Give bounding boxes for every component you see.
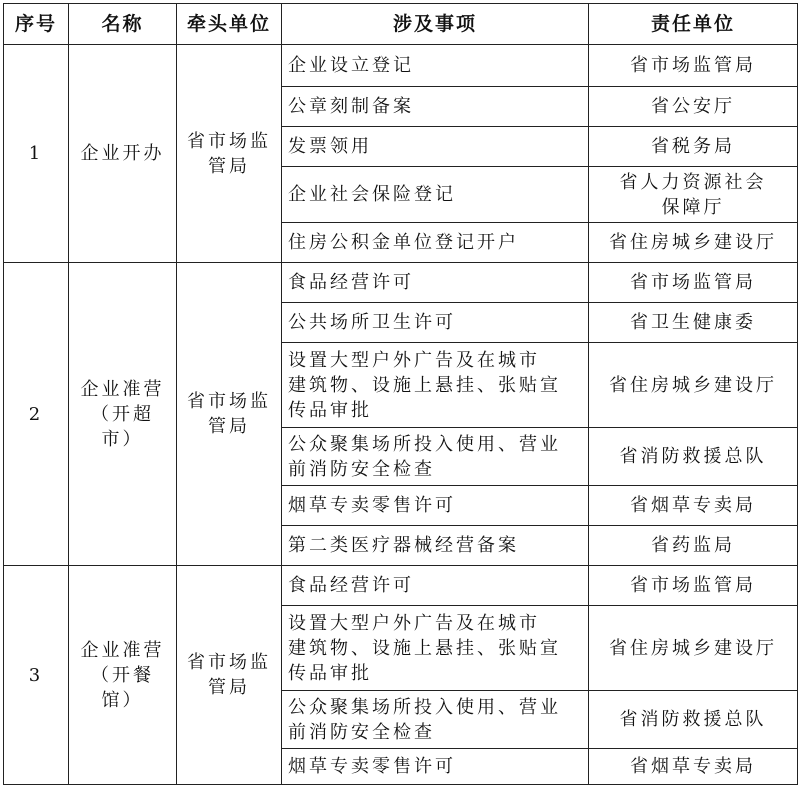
matter-line: 食品经营许可 <box>288 575 414 596</box>
matter-line: 建筑物、设施上悬挂、张贴宣 <box>288 374 561 396</box>
matter-line: 传品审批 <box>288 662 372 684</box>
unit-cell <box>589 45 798 87</box>
lead-unit-cell <box>177 566 282 785</box>
lead-unit-line: 管局 <box>208 677 250 698</box>
unit-cell <box>589 749 798 785</box>
unit-line: 省卫生健康委 <box>630 312 756 333</box>
matter-line: 建筑物、设施上悬挂、张贴宣 <box>288 637 561 659</box>
group-name-line: 企业准营 <box>80 639 165 661</box>
group-name-line: 企业准营 <box>80 378 165 400</box>
unit-cell <box>589 566 798 606</box>
matter-line: 传品审批 <box>288 399 372 421</box>
matter-cell <box>282 167 589 223</box>
header-name: 名称 <box>69 4 177 45</box>
matter-line: 设置大型户外广告及在城市 <box>288 349 540 371</box>
unit-cell <box>589 127 798 167</box>
matter-line: 食品经营许可 <box>288 272 414 293</box>
unit-line: 省烟草专卖局 <box>630 495 756 516</box>
table-row <box>4 263 798 303</box>
unit-line: 省住房城乡建设厅 <box>609 374 777 396</box>
group-name-line: （开餐馆） <box>91 664 154 711</box>
group-index-cell <box>4 45 69 263</box>
header-lead-unit: 牵头单位 <box>177 4 282 45</box>
table-row <box>4 45 798 87</box>
matter-cell <box>282 526 589 566</box>
unit-line: 省住房城乡建设厅 <box>609 637 777 659</box>
unit-line: 省消防救援总队 <box>619 446 767 467</box>
group-name-cell <box>69 263 177 566</box>
matter-cell <box>282 127 589 167</box>
group-index: 1 <box>28 143 44 164</box>
matter-cell <box>282 749 589 785</box>
unit-cell <box>589 303 798 343</box>
lead-unit-line: 管局 <box>208 416 250 437</box>
group-index-cell <box>4 566 69 785</box>
group-name-cell <box>69 566 177 785</box>
matter-line: 住房公积金单位登记开户 <box>288 232 519 253</box>
matter-line: 设置大型户外广告及在城市 <box>288 612 540 634</box>
unit-cell <box>589 526 798 566</box>
unit-cell <box>589 87 798 127</box>
lead-unit-line: 省市场监 <box>187 130 271 152</box>
unit-cell <box>589 263 798 303</box>
unit-cell <box>589 428 798 486</box>
unit-line: 省市场监管局 <box>630 55 756 76</box>
matter-line: 前消防安全检查 <box>288 721 435 743</box>
unit-line: 省人力资源社会 <box>619 171 767 193</box>
matter-line: 烟草专卖零售许可 <box>288 495 456 516</box>
unit-cell <box>589 606 798 691</box>
matter-line: 前消防安全检查 <box>288 458 435 480</box>
matter-line: 企业社会保险登记 <box>288 184 456 205</box>
matter-line: 第二类医疗器械经营备案 <box>288 535 519 556</box>
unit-line: 省烟草专卖局 <box>630 756 756 777</box>
header-index: 序号 <box>4 4 69 45</box>
unit-line: 省消防救援总队 <box>619 709 767 730</box>
matter-line: 公众聚集场所投入使用、营业 <box>288 696 561 718</box>
matter-cell <box>282 428 589 486</box>
matter-cell <box>282 45 589 87</box>
group-name-line: （开超市） <box>91 403 154 450</box>
lead-unit-line: 省市场监 <box>187 652 271 673</box>
header-matters: 涉及事项 <box>282 4 589 45</box>
matter-cell <box>282 566 589 606</box>
lead-unit-cell <box>177 45 282 263</box>
group-index: 2 <box>28 403 44 425</box>
matter-line: 公章刻制备案 <box>288 96 414 117</box>
unit-cell <box>589 223 798 263</box>
matter-line: 烟草专卖零售许可 <box>288 756 456 777</box>
unit-line: 省住房城乡建设厅 <box>609 232 777 253</box>
unit-line: 省药监局 <box>651 535 735 556</box>
header-responsible-unit: 责任单位 <box>589 4 798 45</box>
group-index: 3 <box>28 664 44 686</box>
unit-line: 省市场监管局 <box>630 272 756 293</box>
matter-cell <box>282 87 589 127</box>
unit-line: 保障厅 <box>661 196 725 218</box>
unit-cell <box>589 167 798 223</box>
unit-line: 省税务局 <box>651 136 735 157</box>
lead-unit-line: 管局 <box>208 155 250 177</box>
group-name-cell <box>69 45 177 263</box>
matter-cell <box>282 606 589 691</box>
unit-line: 省公安厅 <box>651 96 735 117</box>
unit-line: 省市场监管局 <box>630 575 756 596</box>
matter-cell <box>282 486 589 526</box>
matter-cell <box>282 303 589 343</box>
matter-cell <box>282 691 589 749</box>
lead-unit-line: 省市场监 <box>187 391 271 412</box>
unit-cell <box>589 486 798 526</box>
unit-cell <box>589 343 798 428</box>
matter-line: 公共场所卫生许可 <box>288 312 456 333</box>
matter-cell <box>282 343 589 428</box>
matter-line: 公众聚集场所投入使用、营业 <box>288 433 561 455</box>
matter-cell <box>282 263 589 303</box>
lead-unit-cell <box>177 263 282 566</box>
matters-table <box>3 3 798 785</box>
matter-line: 发票领用 <box>288 136 372 157</box>
matter-cell <box>282 223 589 263</box>
matter-line: 企业设立登记 <box>288 55 414 76</box>
header-row <box>4 4 798 45</box>
table-row <box>4 566 798 606</box>
unit-cell <box>589 691 798 749</box>
group-index-cell <box>4 263 69 566</box>
group-name-line: 企业开办 <box>80 143 165 164</box>
